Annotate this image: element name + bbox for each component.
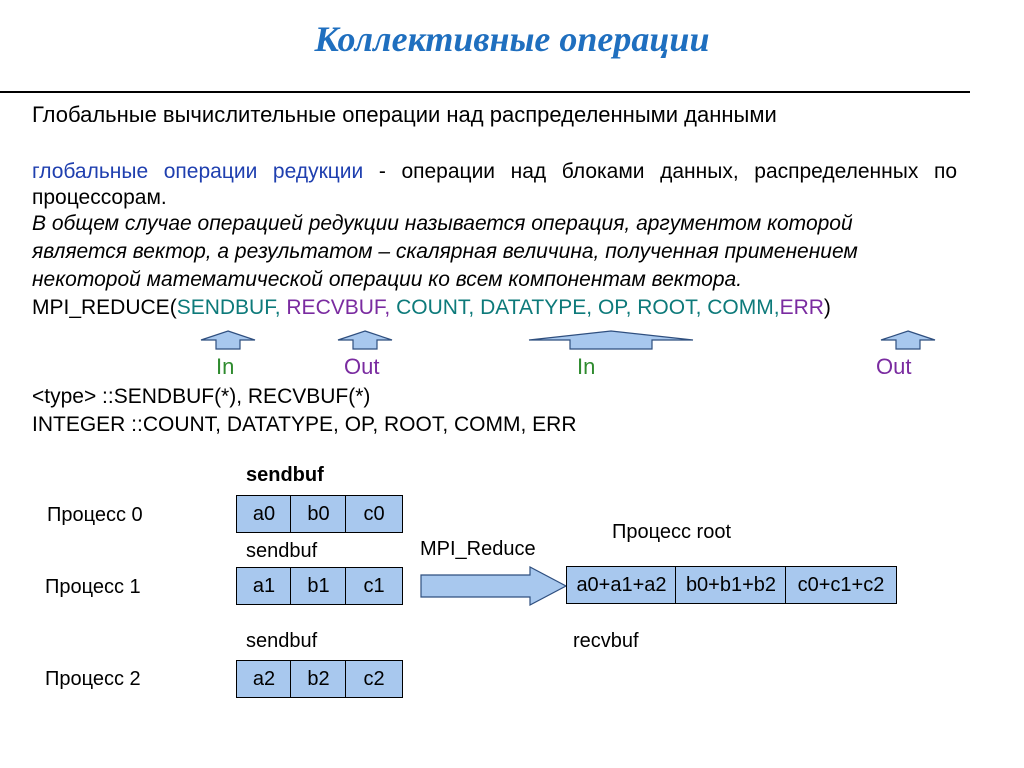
arg-recvbuf: RECVBUF,: [286, 296, 391, 319]
label-in-args: In: [577, 354, 596, 379]
process-root-label: Процесс root: [612, 521, 731, 543]
declaration-line-1: <type> ::SENDBUF(*), RECVBUF(*): [32, 385, 371, 408]
italic-line-3: некоторой математической операции ко всем компонентам вектора.: [32, 268, 743, 291]
label-out-recvbuf: Out: [344, 354, 380, 379]
right-arrow-icon: [420, 566, 568, 606]
buffer-cell: b0: [290, 495, 347, 533]
mpi-reduce-label: MPI_Reduce: [420, 538, 536, 560]
label-out-err: Out: [876, 354, 912, 379]
mpi-reduce-signature: [32, 296, 831, 320]
up-arrow-icon: [200, 330, 256, 350]
process-2-label: Процесс 2: [45, 668, 141, 690]
sendbuf-label-1: sendbuf: [246, 540, 318, 562]
definition-term: глобальные операции редукции: [32, 160, 364, 183]
buffer-cell: a2: [236, 660, 292, 698]
buffer-cell: c2: [345, 660, 403, 698]
definition-text: - операции над блоками данных, распределенных по: [363, 160, 957, 183]
italic-line-2: является вектор, а результатом – скалярная величина, полученная применением: [32, 240, 858, 263]
label-in-sendbuf: In: [216, 354, 235, 379]
buffer-cell: b1: [290, 567, 347, 605]
sendbuf-label-0: sendbuf: [246, 464, 324, 486]
definition-line-2: процессорам.: [32, 186, 167, 209]
buffer-cell: a0: [236, 495, 292, 533]
process-1-label: Процесс 1: [45, 576, 141, 598]
title-divider: [0, 91, 970, 93]
mpi-reduce-prefix: MPI_REDUCE(: [32, 296, 177, 319]
sendbuf-label-2: sendbuf: [246, 630, 318, 652]
buffer-cell: b2: [290, 660, 347, 698]
result-cell: b0+b1+b2: [675, 566, 787, 604]
buffer-cell: c0: [345, 495, 403, 533]
buffer-cell: c1: [345, 567, 403, 605]
definition-line-1: [32, 160, 957, 184]
result-cell: c0+c1+c2: [785, 566, 897, 604]
up-arrow-icon: [528, 330, 694, 350]
section-heading: Глобальные вычислительные операции над распределенными данными: [32, 102, 777, 127]
result-cell: a0+a1+a2: [566, 566, 677, 604]
up-arrow-icon: [337, 330, 393, 350]
up-arrow-icon: [880, 330, 936, 350]
arg-in-group: COUNT, DATATYPE, OP, ROOT, COMM,: [396, 296, 780, 319]
recvbuf-label: recvbuf: [573, 630, 639, 652]
arg-err: ERR: [779, 296, 824, 319]
declaration-line-2: INTEGER ::COUNT, DATATYPE, OP, ROOT, COMM, ERR: [32, 413, 577, 436]
arg-sendbuf: SENDBUF,: [176, 296, 281, 319]
process-0-label: Процесс 0: [47, 504, 143, 526]
italic-line-1: В общем случае операцией редукции называется операция, аргументом которой: [32, 212, 853, 235]
buffer-cell: a1: [236, 567, 292, 605]
slide-title: Коллективные операции: [314, 19, 710, 59]
mpi-reduce-suffix: ): [823, 296, 831, 319]
